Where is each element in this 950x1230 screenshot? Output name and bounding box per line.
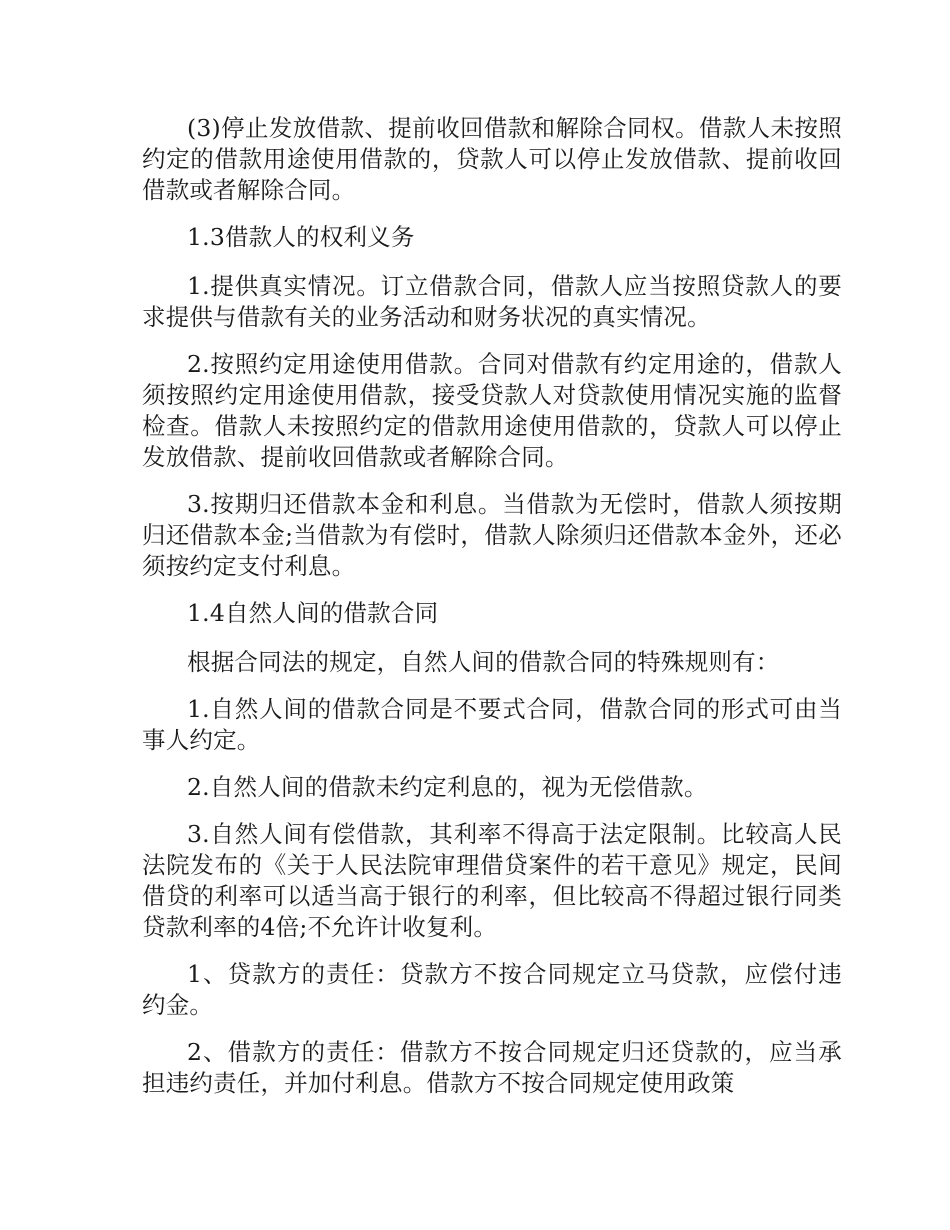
paragraph-lender-liability: 1、贷款方的责任：贷款方不按合同规定立马贷款，应偿付违约金。	[142, 960, 842, 1019]
paragraph-special-rules-intro: 根据合同法的规定，自然人间的借款合同的特殊规则有：	[187, 648, 780, 676]
paragraph-repay-on-time: 3.按期归还借款本金和利息。当借款为无偿时，借款人须按期归还借款本金;当借款为有偿时，借款人除须归还借款本金外，还必须按约定支付利息。	[142, 490, 842, 580]
paragraph-provide-true-info: 1.提供真实情况。订立借款合同，借款人应当按照贷款人的要求提供与借款有关的业务活动和财务状况的真实情况。	[142, 272, 842, 331]
paragraph-borrower-liability: 2、借款方的责任：借款方不按合同规定归还贷款的，应当承担违约责任，并加付利息。借款方不按合同规定使用政策	[142, 1038, 842, 1097]
section-heading-borrower-rights: 1.3借款人的权利义务	[187, 223, 415, 251]
document-body	[142, 113, 842, 1115]
paragraph-stop-lending-right: (3)停止发放借款、提前收回借款和解除合同权。借款人未按照约定的借款用途使用借款的，贷款人可以停止发放借款、提前收回借款或者解除合同。	[142, 114, 842, 204]
paragraph-no-interest: 2.自然人间的借款未约定利息的，视为无偿借款。	[187, 773, 708, 801]
paragraph-interest-limit: 3.自然人间有偿借款，其利率不得高于法定限制。比较高人民法院发布的《关于人民法院审理借贷案件的若干意见》规定，民间借贷的利率可以适当高于银行的利率，但比较高不得超过银行同类贷款利率的4倍;不允许计收复利。	[142, 820, 842, 941]
paragraph-informal-contract: 1.自然人间的借款合同是不要式合同，借款合同的形式可由当事人约定。	[142, 695, 842, 754]
section-heading-natural-person-loan: 1.4自然人间的借款合同	[187, 599, 439, 627]
paragraph-use-per-purpose: 2.按照约定用途使用借款。合同对借款有约定用途的，借款人须按照约定用途使用借款，接受贷款人对贷款使用情况实施的监督检查。借款人未按照约定的借款用途使用借款的，贷款人可以停止发放借款、提前收回借款或者解除合同。	[142, 350, 842, 471]
